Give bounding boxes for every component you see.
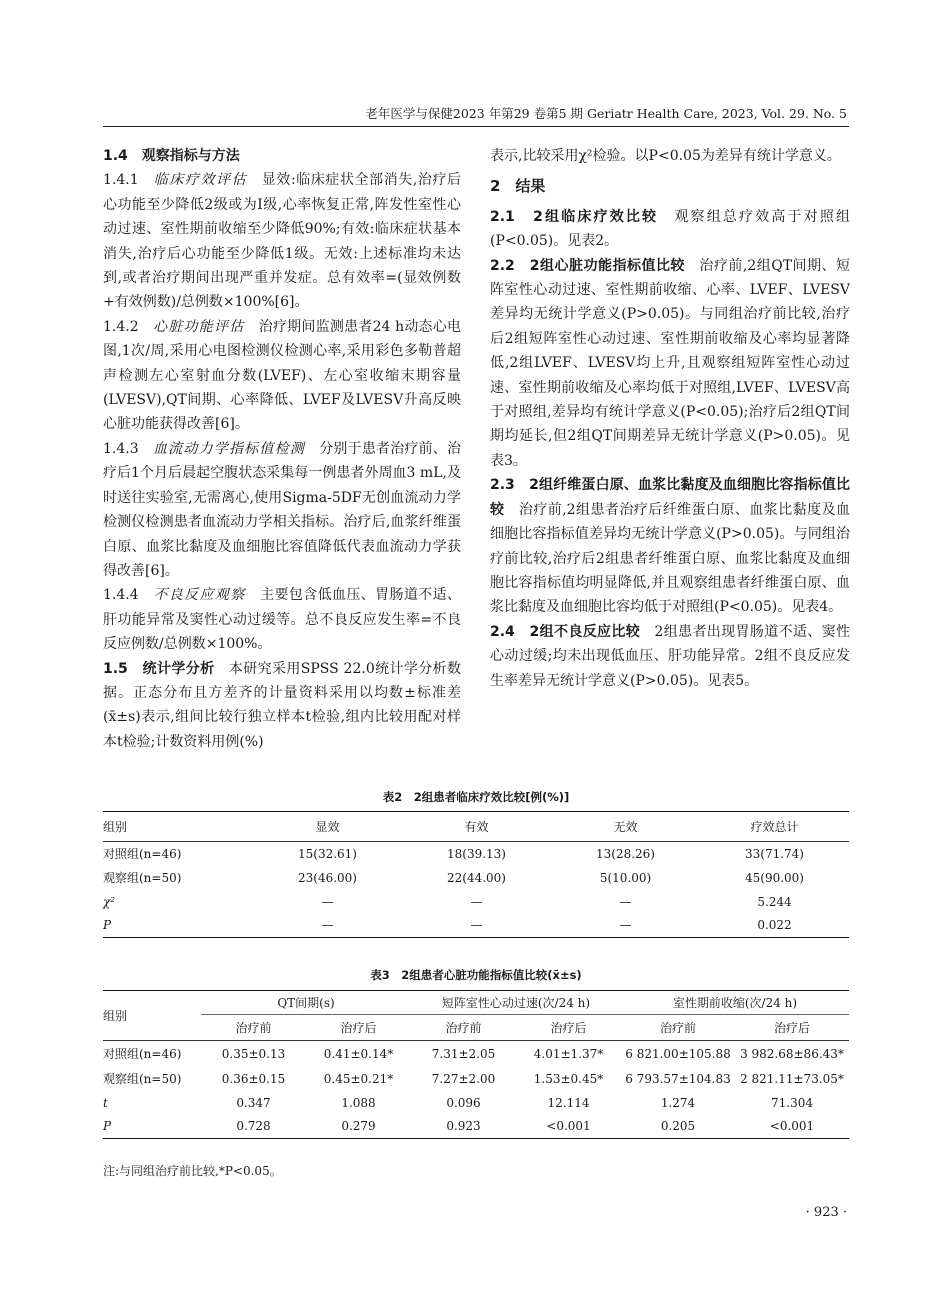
- table2-header-cell: 疗效总计: [750, 820, 799, 834]
- para-2-3: [490, 473, 850, 619]
- para-text: 主要包含低血压、胃肠道不适、肝功能异常及窦性心动过缓等。总不良反应发生率=不良反应例数/总例数×100%。: [103, 587, 462, 653]
- header-rule: [103, 126, 849, 127]
- para-1-5: [103, 657, 461, 755]
- table-row: [103, 842, 849, 866]
- para-text: 显效:临床症状全部消失,治疗后心功能至少降低2级或为Ⅰ级,心率恢复正常,阵发性室性心动过速、室性期前收缩至少降低90%;有效:临床症状基本消失,治疗后心功能至少降低1级。无效:上述标准均未达到,或者治疗期间出现严重并发症。总有效率=(显效例数+有效例数)/总例数×100%[6]。: [103, 172, 462, 311]
- para-2-2: [490, 254, 850, 474]
- table-cell: t: [103, 1095, 108, 1110]
- para-text: 治疗前,2组QT间期、短阵室性心动过速、室性期前收缩、心率、LVEF、LVESV差异均无统计学意义(P>0.05)。与同组治疗前比较,治疗后2组短阵室性心动过速、室性期前收缩及心率均显著降低,2组LVEF、LVESV均上升,且观察组短阵室性心动过速、室性期前收缩及心率均低于对照组,LVEF、LVESV高于对照组,差异均有统计学意义(P<0.05);治疗后2组QT间期均延长,但2组QT间期差异无统计学意义(P>0.05)。见表3。: [490, 257, 850, 469]
- para-text: 分别于患者治疗前、治疗后1个月后晨起空腹状态采集每一例患者外周血3 mL,及时送往实验室,无需离心,使用Sigma-5DF无创血流动力学检测仪检测患者血流动力学相关指标。治疗后,血浆纤维蛋白原、血浆比黏度及血细胞比容值降低代表血流动力学获得改善[6]。: [103, 440, 462, 579]
- table3-caption: 表3 2组患者心脏功能指标值比较(x̄±s): [370, 968, 582, 982]
- table-cell: <0.001: [546, 1119, 591, 1134]
- para-text: 治疗期间监测患者24 h动态心电图,1次/周,采用心电图检测仪检测心率,采用彩色多勒普超声检测左心室射血分数(LVEF)、左心室收缩末期容量(LVESV),QT间期、心率降低、LVEF及LVESV升高反映心脏功能获得改善[6]。: [103, 318, 462, 433]
- running-head: 老年医学与保健2023 年第29 卷第5 期 Geriatr Health Care, 2023, Vol. 29. No. 5: [365, 106, 847, 121]
- table-cell: χ²: [103, 894, 116, 909]
- table-cell: P: [103, 918, 112, 933]
- table2-header-cell: 有效: [464, 820, 489, 834]
- table-cell: 71.304: [771, 1095, 813, 1110]
- table-cell: 0.41±0.14*: [323, 1046, 394, 1061]
- para-continued: 表示,比较采用χ²检验。以P<0.05为差异有统计学意义。: [490, 148, 841, 164]
- para-bold-title: 统计学分析: [142, 660, 215, 677]
- table3: [103, 990, 849, 1139]
- para-subtitle: 临床疗效评估: [153, 172, 248, 189]
- para-2-4: [490, 620, 850, 693]
- para-num: 2.2: [490, 257, 515, 274]
- table3-sub-header: 治疗后: [773, 1021, 810, 1035]
- para-text: 观察组总疗效高于对照组(P<0.05)。见表2。: [490, 208, 851, 250]
- table-cell: 13(28.26): [596, 846, 655, 861]
- table-row: [103, 1115, 849, 1139]
- para-text: 治疗前,2组患者治疗后纤维蛋白原、血浆比黏度及血细胞比容指标值差异均无统计学意义(P>0.05)。与同组治疗前比较,治疗后2组患者纤维蛋白原、血浆比黏度及血细胞比容指标值均明显降低,并且观察组患者纤维蛋白原、血浆比黏度及血细胞比容均低于对照组(P<0.05)。见表4。: [490, 501, 851, 616]
- para-text: 2组患者出现胃肠道不适、窦性心动过缓;均未出现低血压、肝功能异常。2组不良反应发生率差异无统计学意义(P>0.05)。见表5。: [490, 623, 851, 689]
- table-cell: —: [321, 918, 334, 933]
- table-cell: —: [619, 894, 632, 909]
- para-subtitle: 血流动力学指标值检测: [153, 440, 306, 457]
- table-cell: 45(90.00): [745, 870, 804, 885]
- table-cell: 3 982.68±86.43*: [740, 1046, 844, 1061]
- table-cell: 23(46.00): [298, 870, 357, 885]
- table3-sub-header: 治疗前: [659, 1021, 696, 1035]
- para-text: 本研究采用SPSS 22.0统计学分析数据。正态分布且方差齐的计量资料采用以均数±标准差(x̄±s)表示,组间比较行独立样本t检验,组内比较用配对样本t检验;计数资料用例(%): [103, 660, 462, 750]
- table3-col-group: QT间期(s): [201, 991, 411, 1015]
- table-cell: 对照组(n=46): [103, 1047, 182, 1062]
- para-subtitle: 不良反应观察: [153, 587, 246, 604]
- para-num: 2.3: [490, 477, 515, 494]
- table-cell: <0.001: [769, 1119, 815, 1134]
- left-column: [103, 144, 461, 754]
- para-num: 2.4: [490, 623, 515, 640]
- table2-caption: 表2 2组患者临床疗效比较[例(%)]: [382, 790, 570, 804]
- para-num: 1.4.4: [103, 587, 139, 604]
- table-cell: 观察组(n=50): [103, 1072, 182, 1086]
- table-cell: 0.35±0.13: [221, 1046, 286, 1061]
- para-1-4-2: [103, 315, 461, 437]
- table-row: [103, 1041, 849, 1067]
- para-1-4-1: [103, 168, 461, 314]
- table2: [103, 811, 849, 938]
- table2-header-cell: 显效: [315, 820, 340, 834]
- para-num: 2.1: [490, 208, 515, 225]
- table-cell: 6 821.00±105.88: [625, 1046, 731, 1061]
- table-cell: 对照组(n=46): [103, 847, 182, 862]
- table3-note: 注:与同组治疗前比较,*P<0.05。: [103, 1164, 282, 1178]
- para-bold-title: 2组临床疗效比较: [533, 208, 659, 225]
- table3-group-label: 组别: [103, 991, 201, 1041]
- table-cell: 0.096: [446, 1095, 481, 1110]
- table-cell: 0.728: [236, 1119, 271, 1134]
- table-cell: 0.022: [757, 918, 792, 933]
- heading-1-4: 1.4 观察指标与方法: [103, 148, 240, 164]
- table-cell: 0.36±0.15: [221, 1071, 286, 1086]
- table2-header-cell: 组别: [103, 820, 128, 834]
- table-cell: 0.923: [446, 1119, 481, 1134]
- para-num: 1.4.3: [103, 440, 139, 457]
- table-cell: —: [470, 894, 483, 909]
- table-cell: 2 821.11±73.05*: [740, 1071, 844, 1086]
- table-cell: 0.279: [341, 1119, 376, 1134]
- table-row: [103, 914, 849, 938]
- table-cell: 5(10.00): [599, 870, 652, 885]
- table-cell: —: [321, 894, 334, 909]
- table-cell: 7.27±2.00: [431, 1071, 496, 1086]
- para-1-4-4: [103, 583, 461, 656]
- right-column: [490, 144, 850, 693]
- table-cell: 4.01±1.37*: [533, 1046, 604, 1061]
- table-cell: P: [103, 1119, 112, 1134]
- table-row: [103, 866, 849, 890]
- para-num: 1.4.1: [103, 172, 139, 189]
- table-row: [103, 1091, 849, 1115]
- table-cell: 0.45±0.21*: [323, 1071, 394, 1086]
- para-subtitle: 心脏功能评估: [153, 318, 245, 335]
- table3-col-group: 短阵室性心动过速(次/24 h): [411, 991, 621, 1015]
- table-cell: 1.53±0.45*: [533, 1071, 604, 1086]
- table-cell: —: [470, 918, 483, 933]
- table-cell: 1.274: [660, 1095, 696, 1110]
- table-cell: 12.114: [547, 1095, 590, 1110]
- table3-group-header-row: [103, 991, 849, 1015]
- table-cell: 18(39.13): [447, 846, 506, 861]
- table-cell: 15(32.61): [298, 846, 357, 861]
- table-cell: 1.088: [341, 1095, 376, 1110]
- para-num: 1.5: [103, 660, 128, 677]
- table3-sub-header: 治疗前: [445, 1021, 482, 1035]
- table3-sub-header-row: [103, 1015, 849, 1041]
- table3-sub-header: 治疗前: [235, 1021, 272, 1035]
- table-cell: 22(44.00): [447, 870, 506, 885]
- table-cell: 6 793.57±104.83: [625, 1071, 731, 1086]
- table-cell: 0.347: [236, 1095, 271, 1110]
- para-1-4-3: [103, 437, 461, 583]
- table-row: [103, 890, 849, 914]
- para-bold-title: 2组心脏功能指标值比较: [529, 257, 685, 274]
- para-num: 1.4.2: [103, 318, 139, 335]
- table-cell: 33(71.74): [745, 846, 804, 861]
- table-cell: 观察组(n=50): [103, 871, 182, 885]
- table-cell: —: [619, 918, 632, 933]
- table-cell: 5.244: [757, 894, 792, 909]
- table3-sub-header: 治疗后: [340, 1021, 377, 1035]
- para-bold-title: 2组不良反应比较: [529, 623, 641, 640]
- para-bold-title: 2组纤维蛋白原、血浆比黏度及血细胞比容指标值比较: [490, 477, 851, 518]
- table2-header-row: [103, 812, 849, 842]
- section-heading-results: 2 结果: [490, 177, 546, 196]
- para-2-1: [490, 205, 850, 254]
- page-number: · 923 ·: [805, 1205, 847, 1220]
- table-row: [103, 1067, 849, 1091]
- table2-header-cell: 无效: [613, 820, 638, 834]
- table3-col-group: 室性期前收缩(次/24 h): [621, 991, 849, 1015]
- table-cell: 0.205: [660, 1119, 696, 1134]
- table3-sub-header: 治疗后: [550, 1021, 587, 1035]
- table-cell: 7.31±2.05: [431, 1046, 496, 1061]
